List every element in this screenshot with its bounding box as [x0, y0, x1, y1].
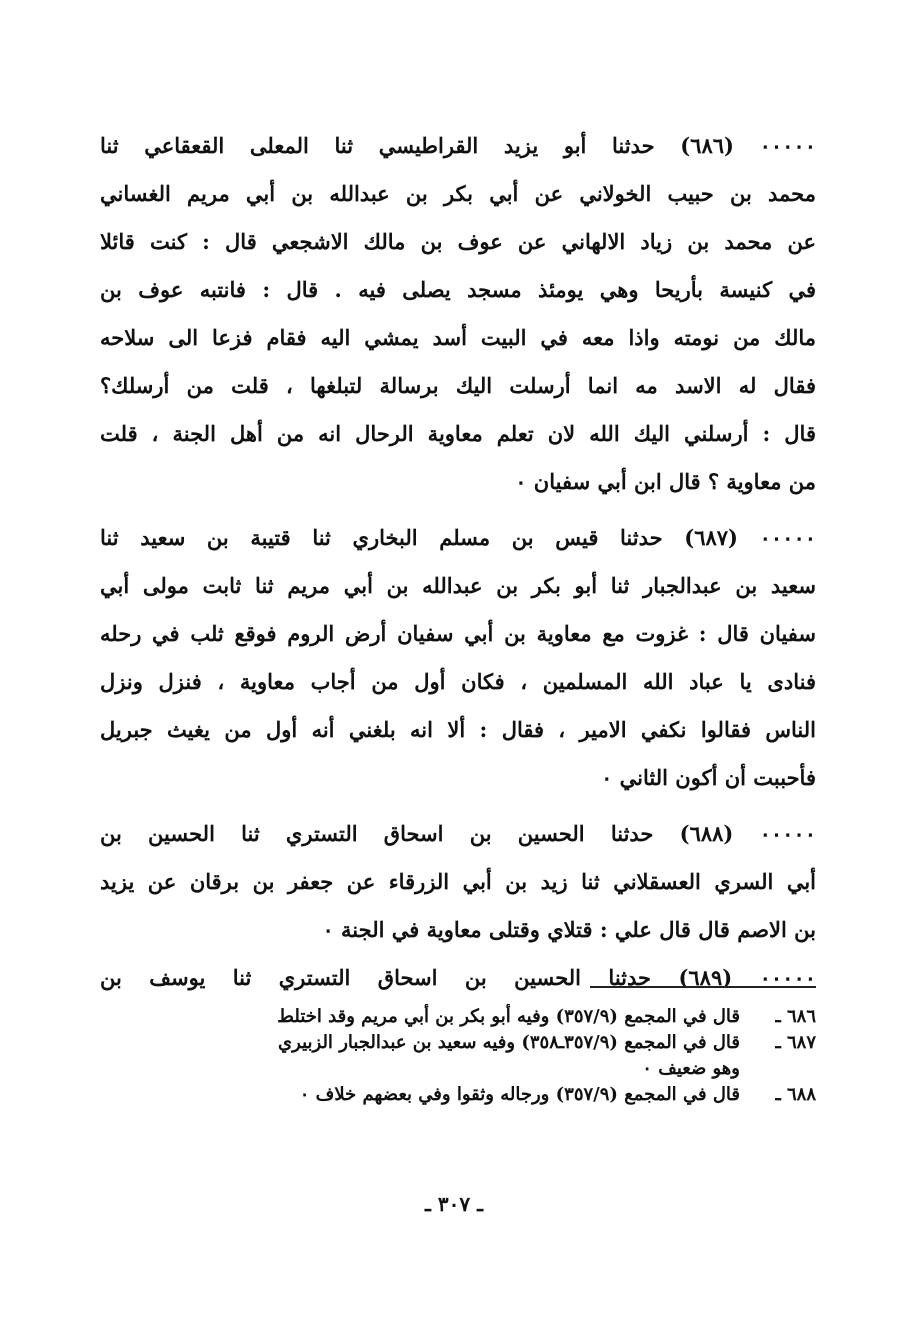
footnote-divider [590, 986, 816, 988]
hadith-689 [100, 954, 816, 1002]
text-line: أبي السري العسقلاني ثنا زيد بن أبي الزرقاء عن جعفر بن برقان عن يزيد [100, 869, 816, 894]
text-line: محمد بن حبيب الخولاني عن أبي بكر بن عبدالله بن أبي مريم الغساني [100, 181, 816, 206]
footnote-number: ٦٨٦ ـ [775, 1006, 816, 1027]
text-line: في كنيسة بأريحا وهي يومئذ مسجد يصلى فيه . قال : فانتبه عوف بن [100, 277, 816, 302]
footnote-687-continuation [100, 1056, 816, 1082]
text-line: سعيد بن عبدالجبار ثنا أبو بكر بن عبدالله بن أبي مريم ثنا ثابت مولى أبي [100, 573, 816, 598]
footnote-687 [100, 1030, 816, 1056]
page-number: ـ ٣٠٧ ـ [425, 1192, 483, 1216]
footnote-688 [100, 1082, 816, 1108]
text-line: ٠٠٠٠٠ (٦٨٦) حدثنا أبو يزيد القراطيسي ثنا المعلى القعقاعي ثنا [100, 133, 816, 158]
text-line: من معاوية ؟ قال ابن أبي سفيان ٠ [515, 469, 816, 494]
footnote-number: ٦٨٨ ـ [775, 1084, 816, 1105]
hadith-688 [100, 810, 816, 954]
footnotes [100, 1004, 816, 1108]
text-line: ٠٠٠٠٠ (٦٨٩) حدثنا الحسين بن اسحاق التستري ثنا يوسف بن [100, 965, 816, 990]
hadith-686 [100, 122, 816, 506]
footnote-text: وهو ضعيف ٠ [642, 1058, 740, 1079]
text-line: مالك من نومته واذا معه في البيت أسد يمشي اليه فقام فزعا الى سلاحه [100, 325, 816, 350]
text-line: فنادى يا عباد الله المسلمين ، فكان أول من أجاب معاوية ، فنزل ونزل [100, 669, 816, 694]
footnote-686 [100, 1004, 816, 1030]
hadith-687 [100, 514, 816, 802]
text-line: فأحببت أن أكون الثاني ٠ [601, 765, 816, 790]
footnote-number: ٦٨٧ ـ [775, 1032, 816, 1053]
footnote-text: قال في المجمع (٣٥٧/٩ـ٣٥٨) وفيه سعيد بن عبدالجبار الزبيري [278, 1032, 740, 1053]
text-line: قال : أرسلني اليك الله لان تعلم معاوية الرحال انه من أهل الجنة ، قلت [100, 421, 816, 446]
footnote-number [740, 1056, 816, 1082]
text-line: ٠٠٠٠٠ (٦٨٨) حدثنا الحسين بن اسحاق التستري ثنا الحسين بن [100, 821, 816, 846]
main-text [100, 122, 816, 1002]
text-line: عن محمد بن زياد الالهاني عن عوف بن مالك الاشجعي قال : كنت قائلا [100, 229, 816, 254]
text-line: الناس فقالوا نكفي الامير ، فقال : ألا انه بلغني أنه أول من يغيث جبريل [100, 717, 816, 742]
text-line: بن الاصم قال قال علي : قتلاي وقتلى معاوية في الجنة ٠ [322, 917, 816, 942]
text-line: فقال له الاسد مه انما أرسلت اليك برسالة لتبلغها ، قلت من أرسلك؟ [100, 373, 816, 398]
footnote-text: قال في المجمع (٣٥٧/٩) وفيه أبو بكر بن أبي مريم وقد اختلط [277, 1006, 740, 1027]
text-line: ٠٠٠٠٠ (٦٨٧) حدثنا قيس بن مسلم البخاري ثنا قتيبة بن سعيد ثنا [100, 525, 816, 550]
footnote-text: قال في المجمع (٣٥٧/٩) ورجاله وثقوا وفي بعضهم خلاف ٠ [299, 1084, 740, 1105]
text-line: سفيان قال : غزوت مع معاوية بن أبي سفيان أرض الروم فوقع ثلب في رحله [100, 621, 816, 646]
